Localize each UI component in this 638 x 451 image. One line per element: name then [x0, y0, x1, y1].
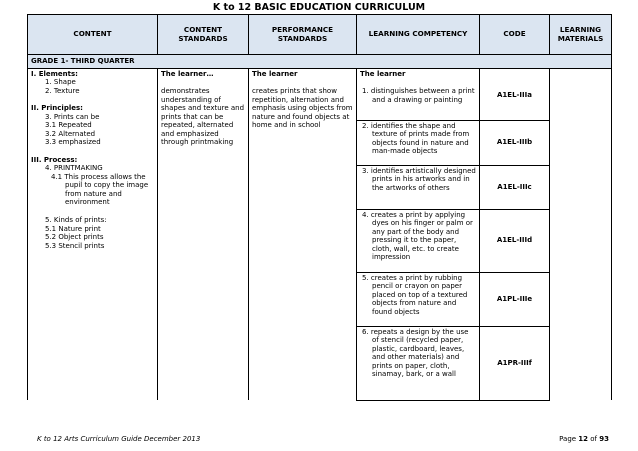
- competency-cell: [357, 120, 480, 165]
- footer-page-number: [559, 435, 609, 443]
- list-item: 2. Texture: [45, 86, 80, 95]
- curriculum-table: [27, 14, 612, 401]
- competency-text: 4. creates a print by applying dyes on his finger or palm or any part of the body and pressing it to the paper, cloth, wall, etc. to create impression: [362, 210, 473, 262]
- list-item: 1. Shape: [45, 78, 76, 87]
- code-cell: A1PR-IIIf: [480, 326, 550, 400]
- list-item: 5.3 Stencil prints: [45, 241, 105, 250]
- header-performance-standards: PERFORMANCE STANDARDS: [249, 15, 357, 55]
- competency-cell: [357, 165, 480, 209]
- header-learning-materials: LEARNING MATERIALS: [550, 15, 612, 55]
- header-learning-competency: LEARNING COMPETENCY: [357, 15, 480, 55]
- principles-heading: II. Principles:: [31, 104, 83, 113]
- code-cell: A1EL-IIIa: [480, 68, 550, 120]
- competency-cell: [357, 68, 480, 120]
- kinds-heading: 5. Kinds of prints:: [45, 215, 107, 224]
- header-code: CODE: [480, 15, 550, 55]
- list-item: 5.2 Object prints: [45, 233, 104, 242]
- code-cell: A1PL-IIIe: [480, 272, 550, 326]
- content-standards-heading: The learner…: [161, 69, 214, 78]
- list-item: 3.2 Alternated: [45, 129, 96, 138]
- table-row: [28, 68, 612, 120]
- list-item: 5.1 Nature print: [45, 224, 101, 233]
- list-item: 4. PRINTMAKING: [45, 164, 103, 173]
- competency-cell: [357, 209, 480, 272]
- content-cell: [28, 68, 158, 400]
- code-cell: A1EL-IIIc: [480, 165, 550, 209]
- code-cell: A1EL-IIIb: [480, 120, 550, 165]
- materials-cell: [550, 68, 612, 400]
- competency-text: 5. creates a print by rubbing pencil or crayon on paper placed on top of a textured objects from nature and found objects: [362, 273, 468, 316]
- document-title: K to 12 BASIC EDUCATION CURRICULUM: [212, 2, 426, 13]
- competency-heading: The learner: [360, 69, 406, 78]
- list-item: 3.1 Repeated: [45, 121, 92, 130]
- page-sep: of: [588, 435, 600, 443]
- grade-row: [28, 55, 612, 69]
- header-row: [28, 15, 612, 55]
- code-cell: A1EL-IIId: [480, 209, 550, 272]
- elements-heading: I. Elements:: [31, 69, 78, 78]
- competency-cell: [357, 326, 480, 400]
- competency-text: 1. distinguishes between a print and a drawing or painting: [362, 87, 475, 104]
- list-item: 3. Prints can be: [45, 112, 100, 121]
- competency-text: 2. identifies the shape and texture of prints made from objects found in nature and man-made objects: [362, 121, 470, 156]
- page-current: 12: [578, 435, 589, 443]
- process-heading: III. Process:: [31, 155, 78, 164]
- header-content: CONTENT: [28, 15, 158, 55]
- content-standards-cell: [158, 68, 249, 400]
- competency-text: 3. identifies artistically designed prints in his artworks and in the artworks of others: [362, 166, 476, 192]
- performance-standards-heading: The learner: [252, 69, 298, 78]
- page-prefix: Page: [559, 435, 579, 443]
- list-item: 3.3 emphasized: [45, 138, 101, 147]
- page-total: 93: [599, 435, 609, 443]
- competency-text: 6. repeats a design by the use of stencil (recycled paper, plastic, cardboard, leaves, and other materials) and prints on paper, cloth, sinamay, bark, or a wall: [362, 327, 469, 379]
- performance-standards-text: creates prints that show repetition, alternation and emphasis using objects from nature and found objects at home and in school: [252, 87, 353, 130]
- content-standards-text: demonstrates understanding of shapes and texture and prints that can be repeated, alternated and emphasized through printmaking: [161, 87, 245, 147]
- competency-cell: [357, 272, 480, 326]
- footer-doc-name: K to 12 Arts Curriculum Guide December 2013: [37, 435, 201, 443]
- list-item: 4.1 This process allows the pupil to copy the image from nature and environment: [51, 172, 149, 207]
- performance-standards-cell: [249, 68, 357, 400]
- grade-label: GRADE 1- THIRD QUARTER: [28, 55, 612, 69]
- header-content-standards: CONTENT STANDARDS: [158, 15, 249, 55]
